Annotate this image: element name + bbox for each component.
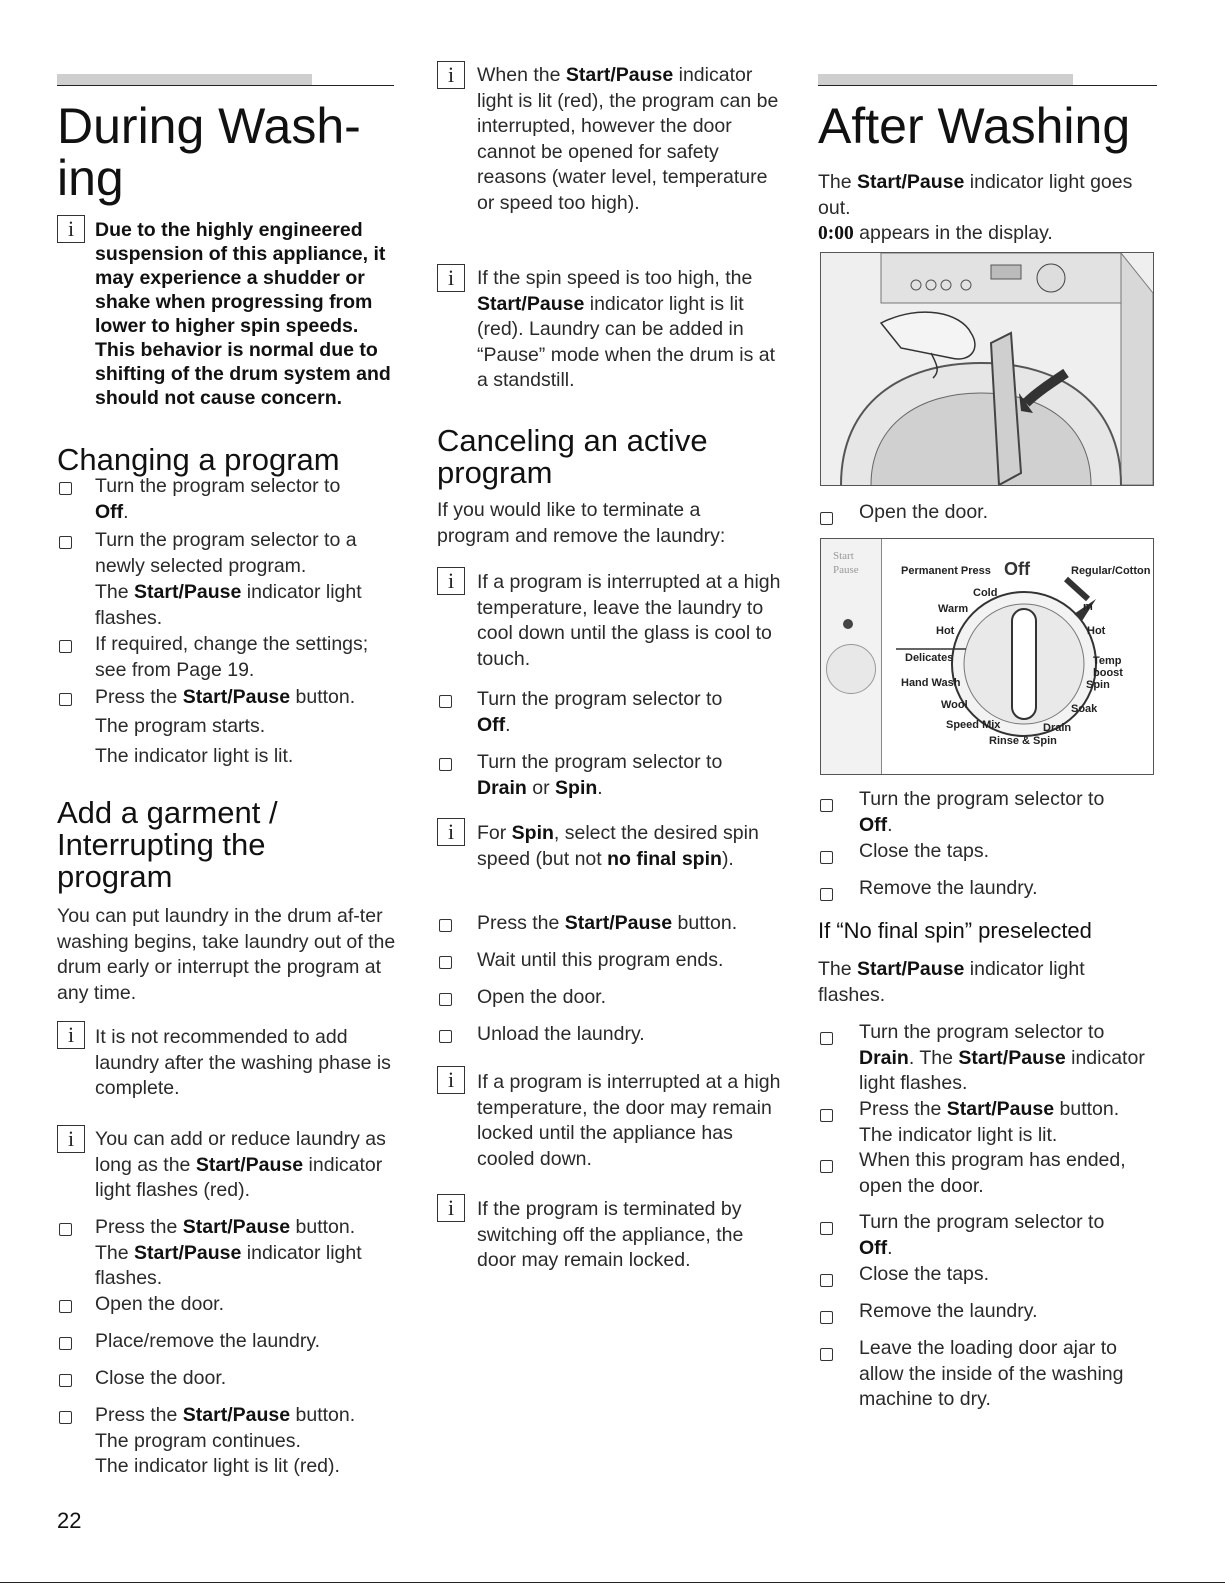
washer-door-illustration	[820, 252, 1154, 486]
cancel-intro: If you would like to terminate a program and remove the laundry:	[437, 499, 726, 547]
note-add-laundry: It is not recommended to add laundry after the washing phase is complete.	[95, 1026, 391, 1099]
step-add-5: Press the Start/Pause button. The program continues. The indicator light is lit (red).	[95, 1404, 356, 1477]
info-icon: i	[437, 264, 465, 292]
step-changing-1: Turn the program selector to Off.	[95, 475, 341, 523]
dial-label-hand-wash: Hand Wash	[901, 677, 961, 689]
dial-label-regular-cotton: Regular/Cotton	[1071, 565, 1151, 577]
checkbox-icon	[820, 1274, 833, 1287]
step-nfs-6: Remove the laundry.	[859, 1300, 1038, 1322]
start-pause-panel: Start Pause	[821, 539, 882, 774]
section-rule	[57, 74, 394, 86]
checkbox-icon	[820, 1222, 833, 1235]
add-intro: You can put laundry in the drum af-ter washing begins, take laundry out of the drum early or interrupt the program at any time.	[57, 905, 396, 1004]
heading-no-final-spin: If “No final spin” preselected	[818, 918, 1092, 943]
note-cool-down: If a program is interrupted at a high temperature, leave the laundry to cool down until the glass is cool to touch.	[477, 571, 781, 670]
info-icon: i	[437, 1194, 465, 1222]
step-nfs-3: When this program has ended, open the door.	[859, 1149, 1126, 1197]
section-rule	[818, 74, 1157, 86]
after-intro: The Start/Pause indicator light goes out. 0:00 appears in the display.	[818, 171, 1133, 244]
checkbox-icon	[59, 693, 72, 706]
step-cancel-2: Turn the program selector to Drain or Spin.	[477, 751, 723, 799]
indicator-light-icon	[843, 619, 853, 629]
dial-label-m: m	[1083, 601, 1093, 613]
dial-label-wool: Wool	[941, 699, 968, 711]
dial-label-spin: Spin	[1086, 679, 1110, 691]
step-cancel-3: Press the Start/Pause button.	[477, 912, 738, 934]
note-door-locked: If a program is interrupted at a high temperature, the door may remain locked until the appliance has cooled down.	[477, 1071, 781, 1170]
note-spin-speed: If the spin speed is too high, the Start/Pause indicator light is lit (red). Laundry can be added in “Pause” mode when the drum is at a standstill.	[477, 267, 776, 391]
step-add-1: Press the Start/Pause button. The Start/Pause indicator light flashes.	[95, 1216, 362, 1289]
checkbox-icon	[439, 1030, 452, 1043]
step-changing-3: If required, change the settings; see from Page 19.	[95, 633, 369, 681]
checkbox-icon	[59, 640, 72, 653]
heading-add-garment: Add a garment / Interrupting the program	[57, 795, 278, 894]
checkbox-icon	[820, 888, 833, 901]
dial-label-hot-left: Hot	[936, 625, 955, 637]
dial-label-delicates: Delicates	[905, 652, 954, 664]
info-icon: i	[437, 818, 465, 846]
step-changing-4-result1: The program starts.	[95, 715, 266, 737]
checkbox-icon	[439, 695, 452, 708]
checkbox-icon	[820, 1032, 833, 1045]
page-number: 22	[57, 1508, 82, 1533]
bottom-rule	[0, 1582, 1225, 1583]
step-after-4: Remove the laundry.	[859, 877, 1038, 899]
note-spin-select: For Spin, select the desired spin speed (but not no final spin).	[477, 822, 759, 870]
note-switch-off: If the program is terminated by switching off the appliance, the door may remain locked.	[477, 1198, 744, 1271]
step-changing-2-result: The Start/Pause indicator light flashes.	[95, 581, 362, 629]
dial-label-soak: Soak	[1071, 703, 1098, 715]
page-title-during-washing: During Wash- ing	[57, 98, 361, 206]
note-start-pause-lit: When the Start/Pause indicator light is lit (red), the program can be interrupted, however the door cannot be opened for safety reasons (water level, temperature or speed too high).	[477, 64, 779, 214]
note-reduce-laundry: You can add or reduce laundry as long as the Start/Pause indicator light flashes (red).	[95, 1128, 386, 1201]
checkbox-icon	[820, 1109, 833, 1122]
step-cancel-5: Open the door.	[477, 986, 607, 1008]
step-add-4: Close the door.	[95, 1367, 227, 1389]
step-add-3: Place/remove the laundry.	[95, 1330, 321, 1352]
washer-door-drawing	[821, 253, 1153, 485]
info-icon: i	[437, 567, 465, 595]
info-icon: i	[57, 1021, 85, 1049]
checkbox-icon	[59, 1223, 72, 1236]
info-icon: i	[437, 61, 465, 89]
page-title-after-washing: After Washing	[818, 98, 1131, 154]
info-icon: i	[57, 1125, 85, 1153]
checkbox-icon	[59, 1411, 72, 1424]
start-pause-button-icon	[826, 644, 876, 694]
step-changing-4: Press the Start/Pause button.	[95, 686, 356, 708]
nfs-intro: The Start/Pause indicator light flashes.	[818, 958, 1085, 1006]
step-changing-2: Turn the program selector to a newly selected program.	[95, 529, 357, 577]
program-dial-illustration	[820, 538, 1154, 775]
step-nfs-5: Close the taps.	[859, 1263, 990, 1285]
step-add-2: Open the door.	[95, 1293, 225, 1315]
checkbox-icon	[59, 482, 72, 495]
dial-label-drain: Drain	[1043, 722, 1072, 734]
checkbox-icon	[820, 851, 833, 864]
heading-canceling-program: Canceling an active program	[437, 423, 708, 490]
checkbox-icon	[820, 1311, 833, 1324]
checkbox-icon	[59, 1300, 72, 1313]
checkbox-icon	[820, 799, 833, 812]
checkbox-icon	[820, 1160, 833, 1173]
step-cancel-6: Unload the laundry.	[477, 1023, 645, 1045]
dial-label-speed-mix: Speed Mix	[946, 719, 1001, 731]
step-nfs-1: Turn the program selector to Drain. The Start/Pause indicator light flashes.	[859, 1021, 1145, 1094]
dial-label-permanent-press: Permanent Press	[901, 565, 991, 577]
checkbox-icon	[439, 993, 452, 1006]
heading-changing-program: Changing a program	[57, 442, 340, 477]
checkbox-icon	[59, 1337, 72, 1350]
checkbox-icon	[820, 512, 833, 525]
dial-label-temp-boost: Temp boost	[1093, 655, 1123, 679]
checkbox-icon	[439, 758, 452, 771]
checkbox-icon	[820, 1348, 833, 1361]
step-cancel-4: Wait until this program ends.	[477, 949, 724, 971]
step-nfs-2: Press the Start/Pause button. The indicator light is lit.	[859, 1098, 1120, 1146]
step-cancel-1: Turn the program selector to Off.	[477, 688, 723, 736]
dial-label-rinse-spin: Rinse & Spin	[989, 735, 1057, 747]
checkbox-icon	[59, 536, 72, 549]
step-after-1: Open the door.	[859, 501, 989, 523]
step-changing-4-result2: The indicator light is lit.	[95, 745, 294, 767]
dial-label-warm: Warm	[938, 603, 969, 615]
info-icon: i	[57, 215, 85, 243]
checkbox-icon	[439, 956, 452, 969]
step-after-2: Turn the program selector to Off.	[859, 788, 1105, 836]
dial-label-cold: Cold	[973, 587, 998, 599]
info-icon: i	[437, 1066, 465, 1094]
step-after-3: Close the taps.	[859, 840, 990, 862]
checkbox-icon	[59, 1374, 72, 1387]
step-nfs-7: Leave the loading door ajar to allow the inside of the washing machine to dry.	[859, 1337, 1124, 1410]
note-suspension: Due to the highly engineered suspension of this appliance, it may experience a shudder or shake when progressing from lower to higher spin speeds. This behavior is normal due to shifting of the drum system and should not cause concern.	[95, 219, 391, 409]
dial-label-hot-right: Hot	[1087, 625, 1106, 637]
dial-label-off: Off	[1004, 559, 1030, 579]
checkbox-icon	[439, 919, 452, 932]
step-nfs-4: Turn the program selector to Off.	[859, 1211, 1105, 1259]
